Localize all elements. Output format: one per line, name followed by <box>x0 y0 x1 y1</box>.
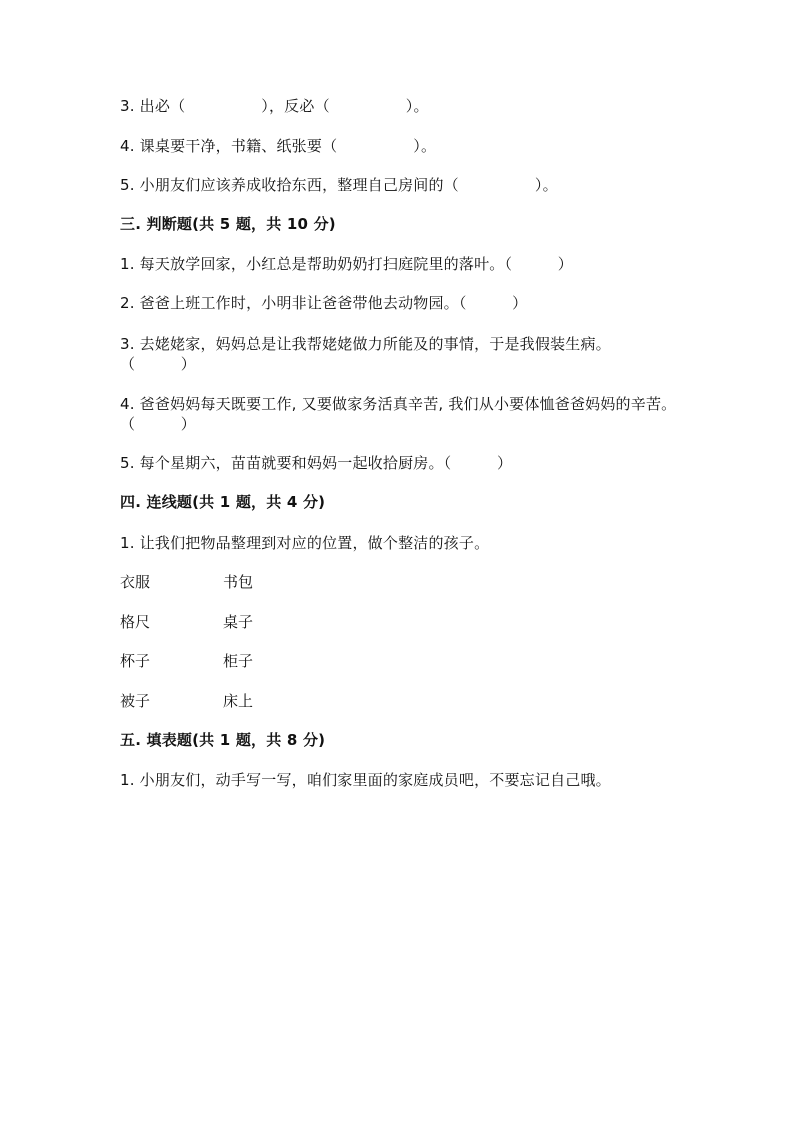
section-heading-judgement: 三. 判断题(共 5 题，共 10 分) <box>120 215 336 233</box>
section-heading-matching: 四. 连线题(共 1 题，共 4 分) <box>120 493 326 511</box>
section-heading-fill-table: 五. 填表题(共 1 题，共 8 分) <box>120 731 326 749</box>
matching-left-item: 格尺 <box>120 613 151 631</box>
matching-right-item: 床上 <box>223 692 254 710</box>
judgement-item-5: 5. 每个星期六，苗苗就要和妈妈一起收拾厨房。（ ） <box>120 454 513 472</box>
fill-blank-item-3: 3. 出必（ ），反必（ ）。 <box>120 97 429 115</box>
matching-left-item: 杯子 <box>120 652 151 670</box>
fill-table-question: 1. 小朋友们，动手写一写，咱们家里面的家庭成员吧，不要忘记自己哦。 <box>120 771 611 789</box>
judgement-item-3: 3. 去姥姥家，妈妈总是让我帮姥姥做力所能及的事情，于是我假装生病。 （ ） <box>120 335 611 373</box>
matching-left-item: 被子 <box>120 692 151 710</box>
matching-row <box>120 612 254 632</box>
matching-row <box>120 651 254 671</box>
matching-right-item: 柜子 <box>223 652 254 670</box>
matching-right-item: 书包 <box>223 573 254 591</box>
matching-question: 1. 让我们把物品整理到对应的位置，做个整洁的孩子。 <box>120 534 490 552</box>
judgement-item-2: 2. 爸爸上班工作时，小明非让爸爸带他去动物园。（ ） <box>120 294 528 312</box>
matching-row <box>120 572 254 592</box>
fill-blank-item-4: 4. 课桌要干净，书籍、纸张要（ ）。 <box>120 137 437 155</box>
judgement-item-1: 1. 每天放学回家，小红总是帮助奶奶打扫庭院里的落叶。（ ） <box>120 255 573 273</box>
matching-row <box>120 691 254 711</box>
matching-right-item: 桌子 <box>223 613 254 631</box>
judgement-item-4: 4. 爸爸妈妈每天既要工作, 又要做家务活真辛苦, 我们从小要体恤爸爸妈妈的辛苦。（ ） <box>120 395 677 433</box>
matching-left-item: 衣服 <box>120 573 151 591</box>
fill-blank-item-5: 5. 小朋友们应该养成收拾东西，整理自己房间的（ ）。 <box>120 176 558 194</box>
